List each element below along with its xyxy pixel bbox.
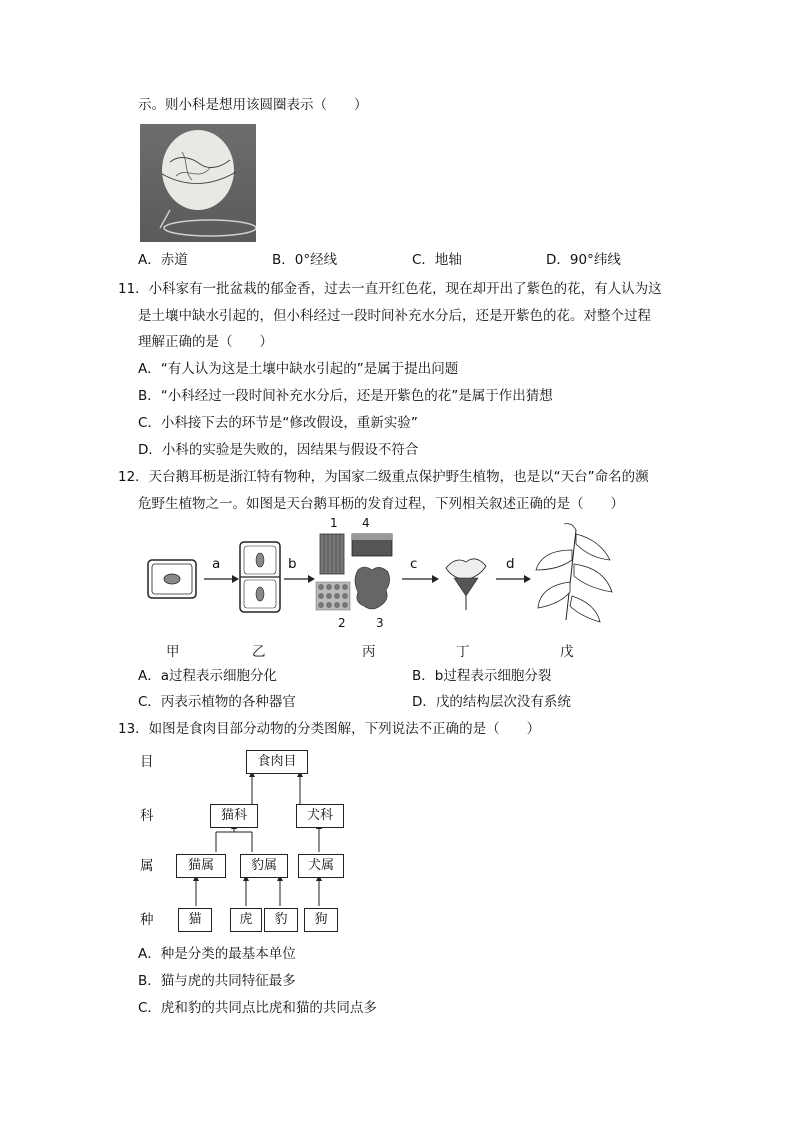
q11-stem-line-1: 11．小科家有一批盆栽的郁金香，过去一直开红色花，现在却开出了紫色的花，有人认为这 xyxy=(118,281,662,297)
two-cells-icon xyxy=(240,542,280,612)
q10-option-c[interactable]: C．地轴 xyxy=(412,252,462,268)
stage-label-yi: 乙 xyxy=(252,644,266,660)
tissue-number-2: 2 xyxy=(338,616,346,630)
rank-label-species: 种 xyxy=(140,912,154,928)
tissue-number-3: 3 xyxy=(376,616,384,630)
genus-box-felis: 猫属 xyxy=(176,854,226,878)
single-cell-icon xyxy=(148,560,196,598)
family-box-felidae: 猫科 xyxy=(210,804,258,828)
family-box-canidae: 犬科 xyxy=(296,804,344,828)
q12-option-a[interactable]: A．a过程表示细胞分化 xyxy=(138,668,278,684)
q11-option-d[interactable]: D．小科的实验是失败的，因结果与假设不符合 xyxy=(138,442,419,458)
genus-box-panthera: 豹属 xyxy=(240,854,288,878)
species-box-dog: 狗 xyxy=(304,908,338,932)
q10-option-a[interactable]: A．赤道 xyxy=(138,252,188,268)
stage-label-jia: 甲 xyxy=(166,644,180,660)
arrow-label-d: d xyxy=(506,556,515,572)
species-box-leopard: 豹 xyxy=(264,908,298,932)
q10-option-b[interactable]: B．0°经线 xyxy=(272,252,338,268)
species-box-tiger: 虎 xyxy=(230,908,262,932)
arrow-c xyxy=(402,575,439,583)
q12-stem-line-1: 12．天台鹅耳枥是浙江特有物种，为国家二级重点保护野生植物，也是以“天台”命名的濒 xyxy=(118,469,649,485)
order-box: 食肉目 xyxy=(246,750,308,774)
q11-stem-line-2: 是土壤中缺水引起的，但小科经过一段时间补充水分后，还是开紫色的花。对整个过程 xyxy=(138,308,651,324)
rank-label-family: 科 xyxy=(140,808,154,824)
q13-stem: 13．如图是食肉目部分动物的分类图解，下列说法不正确的是（ ） xyxy=(118,721,541,737)
arrow-b xyxy=(284,575,315,583)
development-diagram xyxy=(140,516,620,660)
rank-label-order: 目 xyxy=(140,754,154,770)
egg-photo xyxy=(140,124,256,242)
q13-option-b[interactable]: B．猫与虎的共同特征最多 xyxy=(138,973,296,989)
genus-box-canis: 犬属 xyxy=(298,854,344,878)
q11-option-c[interactable]: C．小科接下去的环节是“修改假设，重新实验” xyxy=(138,415,418,431)
tissue-number-4: 4 xyxy=(362,516,370,530)
arrow-label-a: a xyxy=(212,556,221,572)
tissues-icon xyxy=(316,534,392,610)
arrow-a xyxy=(204,575,239,583)
stage-label-wu: 戊 xyxy=(560,644,574,660)
q10-option-d[interactable]: D．90°纬线 xyxy=(546,252,621,268)
taxonomy-diagram xyxy=(140,748,360,938)
species-box-cat: 猫 xyxy=(178,908,212,932)
arrow-label-c: c xyxy=(410,556,418,572)
q12-option-c[interactable]: C．丙表示植物的各种器官 xyxy=(138,694,296,710)
q11-option-b[interactable]: B．“小科经过一段时间补充水分后，还是开紫色的花”是属于作出猜想 xyxy=(138,388,553,404)
rank-label-genus: 属 xyxy=(140,858,154,874)
plant-icon xyxy=(536,524,612,622)
q13-option-a[interactable]: A．种是分类的最基本单位 xyxy=(138,946,296,962)
tissue-number-1: 1 xyxy=(330,516,338,530)
q10-text-tail: 示。则小科是想用该圆圈表示（ ） xyxy=(138,97,368,113)
stage-label-bing: 丙 xyxy=(362,644,376,660)
q11-stem-line-3: 理解正确的是（ ） xyxy=(138,334,273,350)
stage-label-ding: 丁 xyxy=(456,644,470,660)
arrow-d xyxy=(496,575,531,583)
flower-icon xyxy=(446,559,486,610)
egg-on-stand-image xyxy=(140,124,256,242)
q12-option-b[interactable]: B．b过程表示细胞分裂 xyxy=(412,668,552,684)
q12-stem-line-2: 危野生植物之一。如图是天台鹅耳枥的发育过程，下列相关叙述正确的是（ ） xyxy=(138,496,624,512)
q13-option-c[interactable]: C．虎和豹的共同点比虎和猫的共同点多 xyxy=(138,1000,377,1016)
q12-option-d[interactable]: D．戊的结构层次没有系统 xyxy=(412,694,571,710)
arrow-label-b: b xyxy=(288,556,297,572)
q11-option-a[interactable]: A．“有人认为这是土壤中缺水引起的”是属于提出问题 xyxy=(138,361,459,377)
